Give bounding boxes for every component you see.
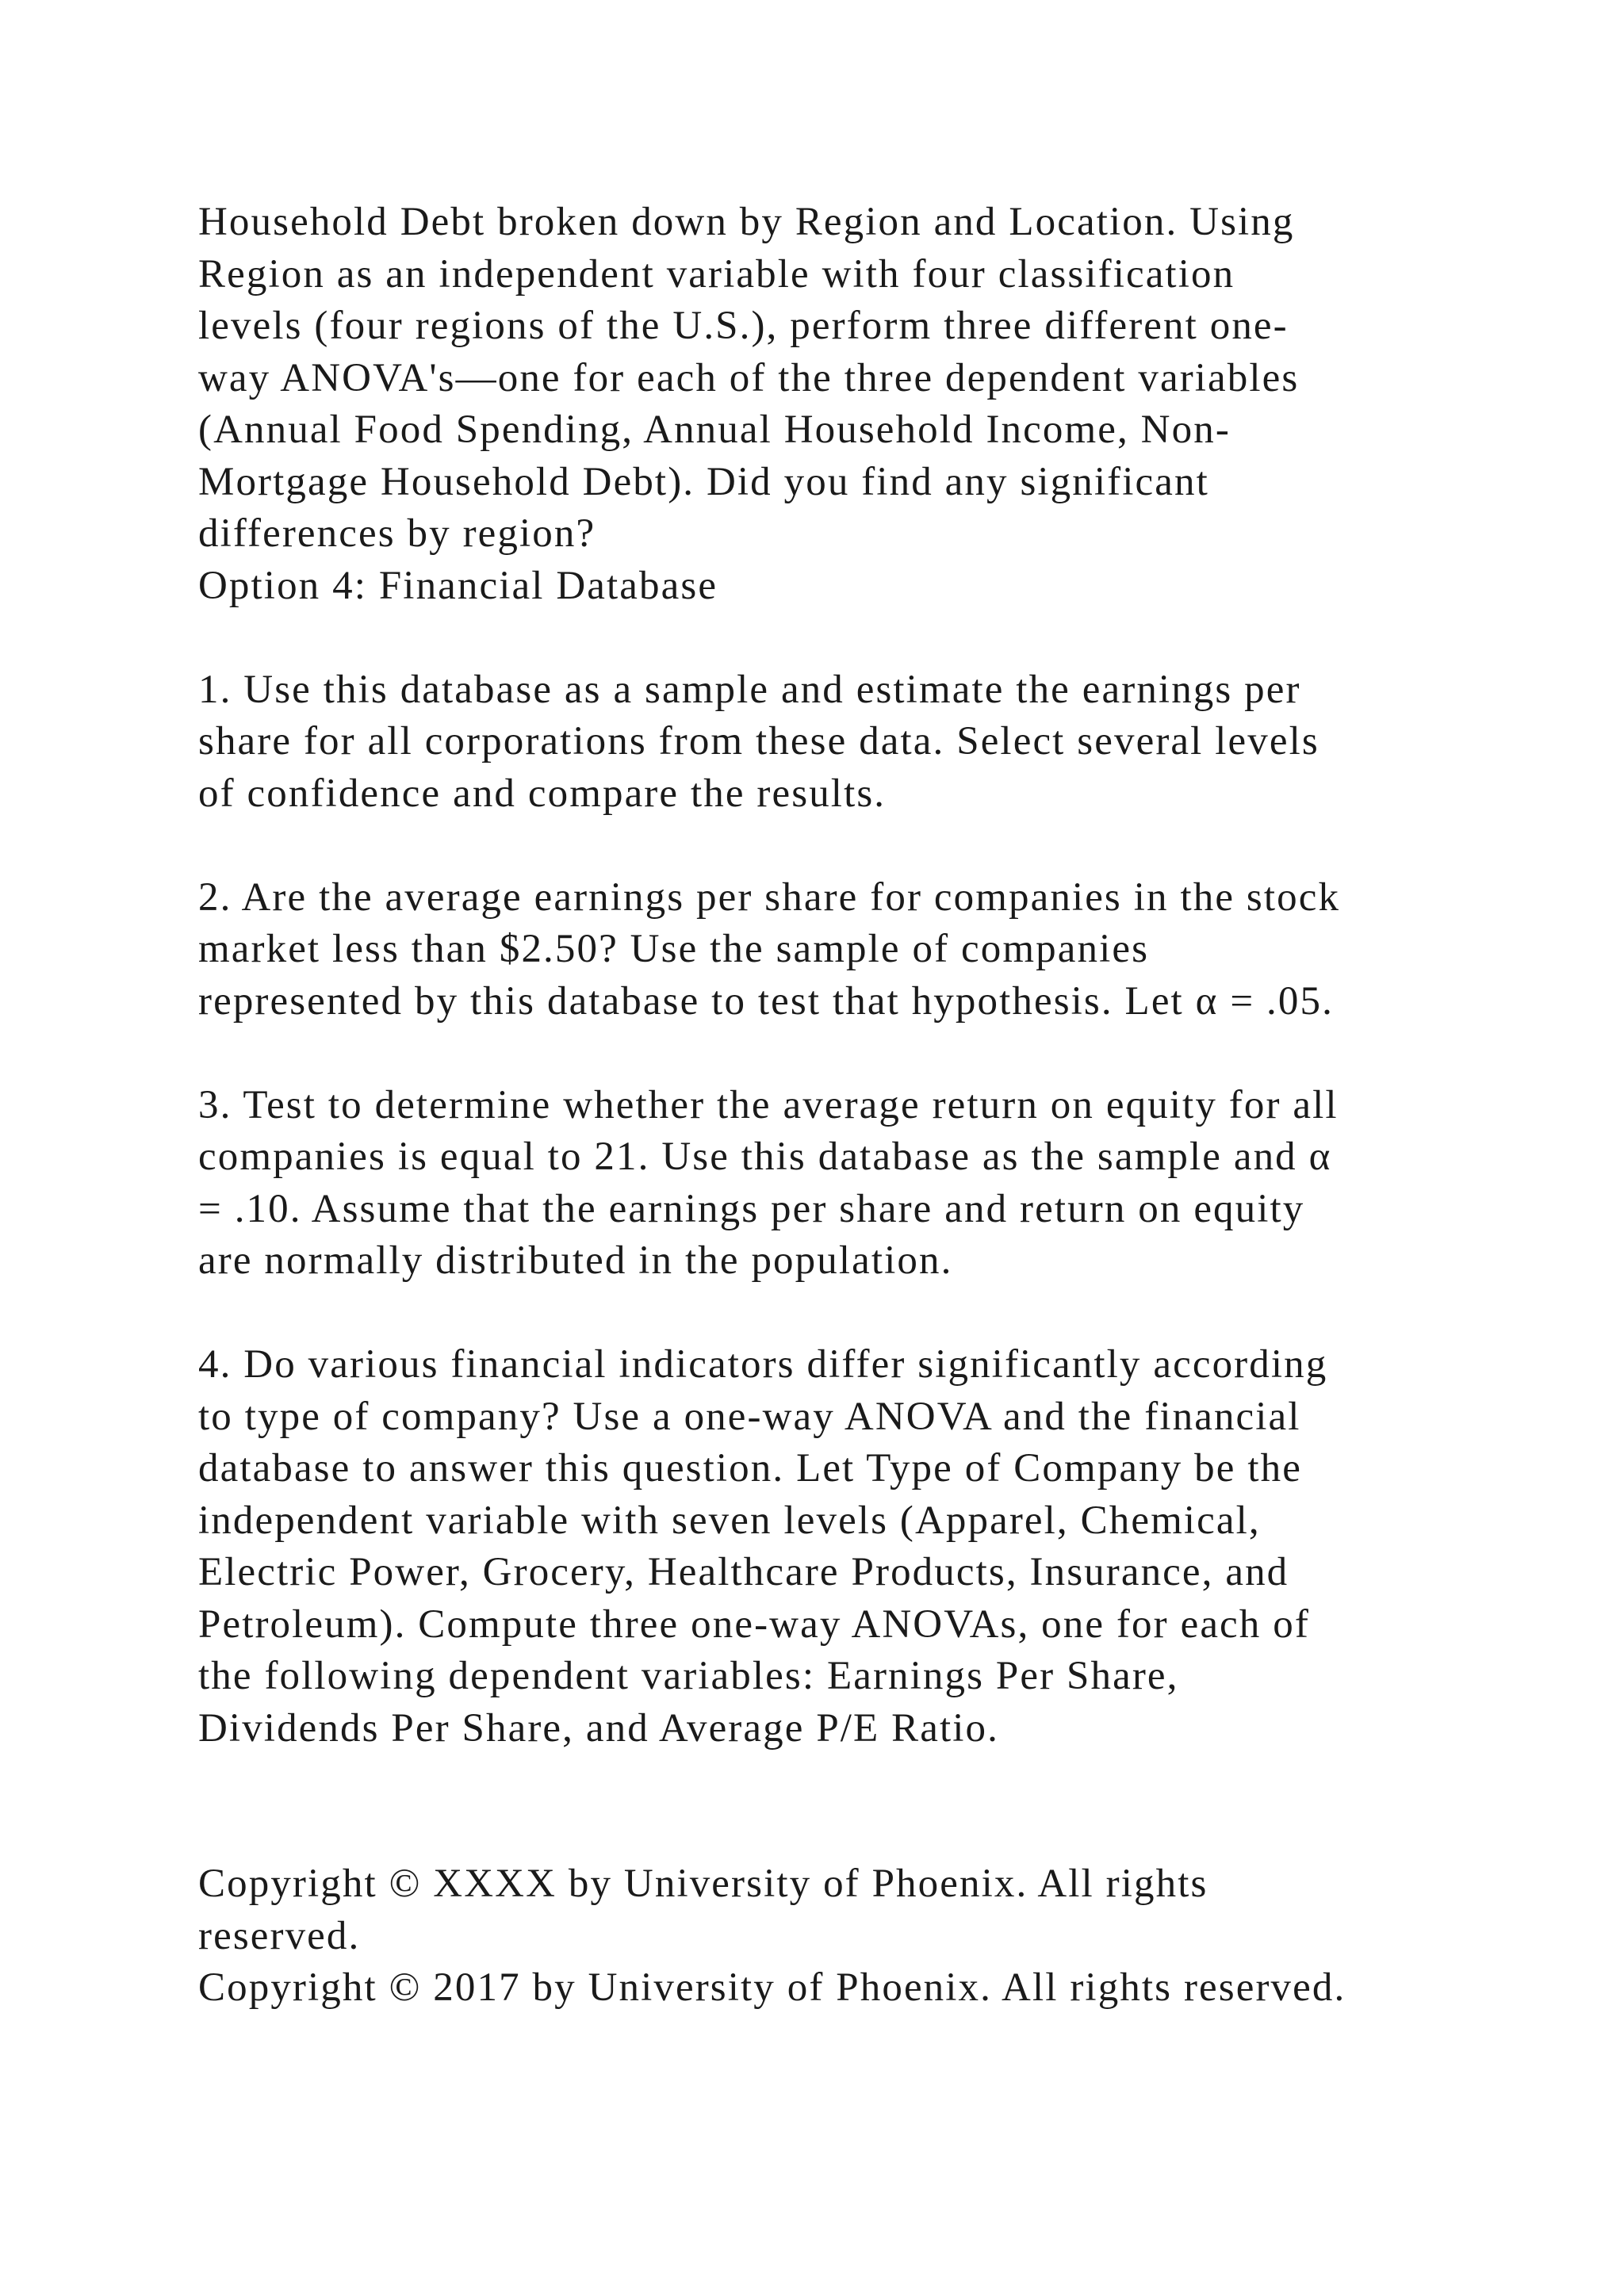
question-4 [198, 1339, 1515, 1755]
section-spacer [198, 1755, 1515, 1858]
copyright-notice [198, 1858, 1515, 2015]
intro-line: (Annual Food Spending, Annual Household Income, Non- [198, 408, 1231, 452]
question-line: Petroleum). Compute three one-way ANOVAs, one for each of [198, 1601, 1310, 1647]
question-line: companies is equal to 21. Use this database as the sample and α [198, 1135, 1332, 1179]
paragraph-spacer [198, 1288, 1515, 1340]
question-line: independent variable with seven levels (Apparel, Chemical, [198, 1498, 1261, 1543]
question-line: database to answer this question. Let Type of Company be the [198, 1446, 1302, 1490]
intro-line: levels (four regions of the U.S.), perform three different one- [198, 304, 1289, 348]
intro-line: differences by region? [198, 511, 596, 556]
question-1 [198, 664, 1515, 821]
question-line: to type of company? Use a one-way ANOVA and the financial [198, 1394, 1301, 1439]
intro-line: Region as an independent variable with four classification [198, 251, 1235, 297]
question-line: Dividends Per Share, and Average P/E Ratio. [198, 1705, 999, 1751]
paragraph-spacer [198, 820, 1515, 872]
question-line: the following dependent variables: Earnings Per Share, [198, 1654, 1179, 1698]
question-line: of confidence and compare the results. [198, 771, 887, 816]
intro-line: Mortgage Household Debt). Did you find any significant [198, 459, 1209, 504]
question-line: = .10. Assume that the earnings per share and return on equity [198, 1186, 1305, 1231]
question-line: 3. Test to determine whether the average return on equity for all [198, 1082, 1339, 1127]
question-line: represented by this database to test that hypothesis. Let α = .05. [198, 978, 1334, 1024]
copyright-line: reserved. [198, 1913, 361, 1958]
copyright-line: Copyright © 2017 by University of Phoenix. All rights reserved. [198, 1965, 1346, 2010]
option-heading: Option 4: Financial Database [198, 563, 718, 608]
question-line: 4. Do various financial indicators differ significantly according [198, 1342, 1328, 1387]
document-body [198, 197, 1515, 2015]
question-line: are normally distributed in the population. [198, 1238, 953, 1283]
question-2 [198, 872, 1515, 1028]
question-3 [198, 1080, 1515, 1288]
intro-line: way ANOVA's—one for each of the three dependent variables [198, 355, 1300, 400]
copyright-line: Copyright © XXXX by University of Phoenix. All rights [198, 1862, 1208, 1906]
question-line: 2. Are the average earnings per share for companies in the stock [198, 874, 1341, 920]
question-line: share for all corporations from these data. Select several levels [198, 719, 1320, 763]
question-line: market less than $2.50? Use the sample of companies [198, 927, 1150, 971]
paragraph-spacer [198, 1027, 1515, 1080]
question-line: 1. Use this database as a sample and estimate the earnings per [198, 667, 1301, 712]
paragraph-spacer [198, 612, 1515, 664]
intro-paragraph [198, 197, 1515, 561]
intro-line: Household Debt broken down by Region and Location. Using [198, 200, 1295, 244]
question-line: Electric Power, Grocery, Healthcare Products, Insurance, and [198, 1550, 1289, 1594]
